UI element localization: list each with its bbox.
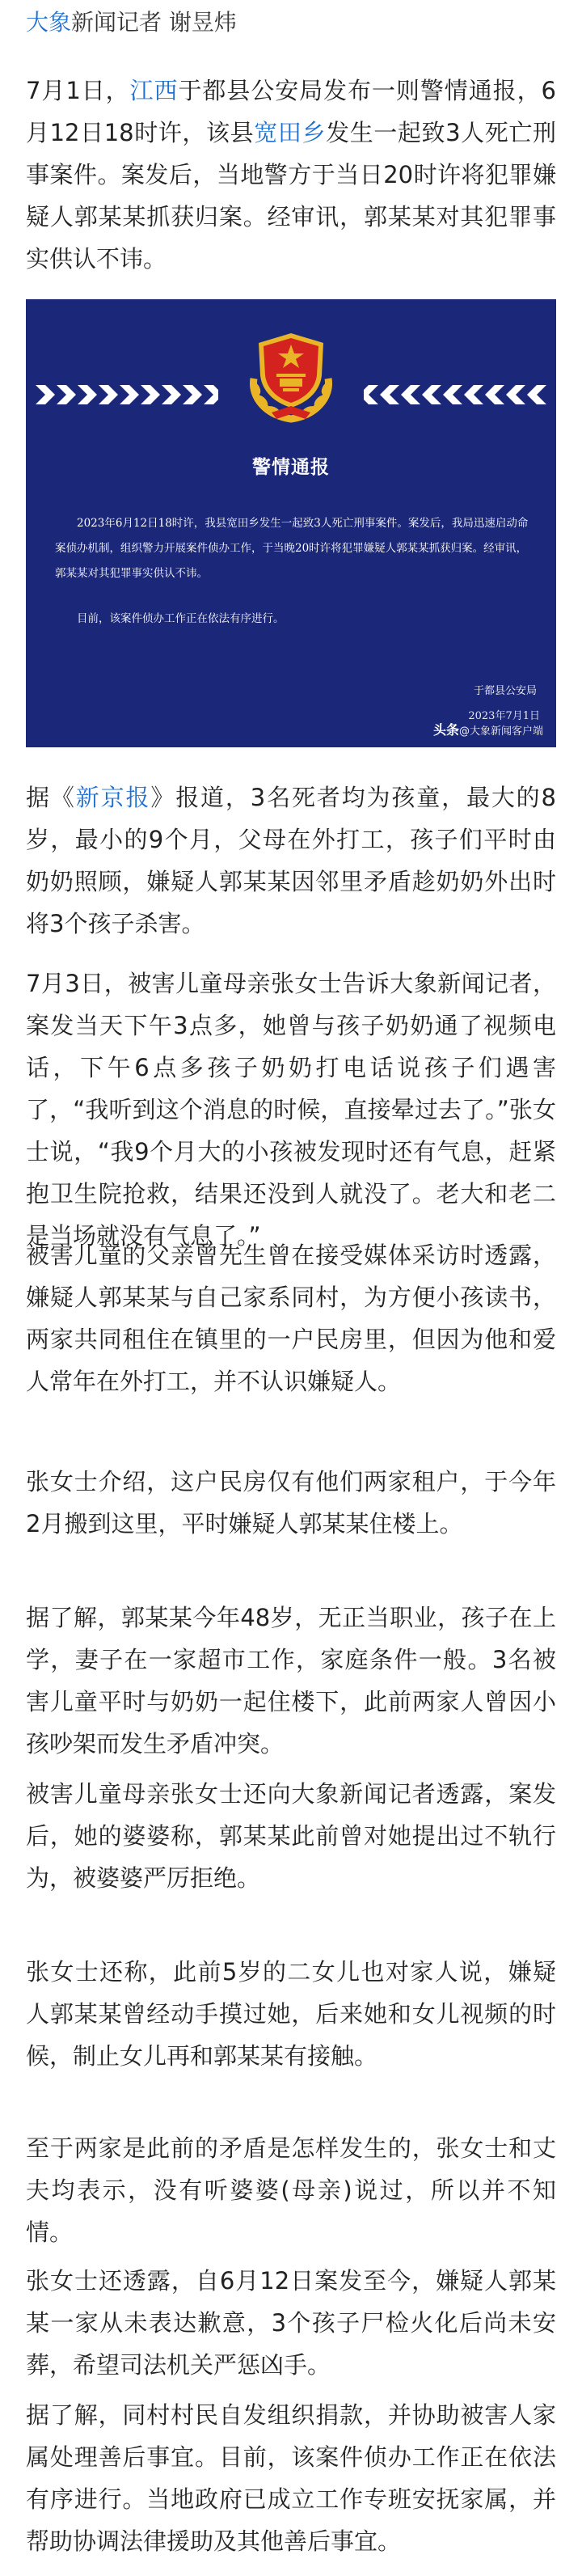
p1-text-a: 7月1日， bbox=[26, 77, 130, 104]
chevron-right-decoration bbox=[364, 379, 546, 411]
chevron-left-decoration bbox=[36, 379, 218, 411]
paragraph-6: 据了解，郭某某今年48岁，无正当职业，孩子在上学，妻子在一家超市工作，家庭条件一般。3名被害儿童平时与奶奶一起住楼下，此前两家人曾因小孩吵架而发生矛盾冲突。 bbox=[26, 1604, 556, 1758]
link-kuantian[interactable]: 宽田乡 bbox=[254, 119, 327, 146]
paragraph-3: 7月3日，被害儿童母亲张女士告诉大象新闻记者，案发当天下午3点多，她曾与孩子奶奶通了视频电话，下午6点多孩子奶奶打电话说孩子们遇害了，“我听到这个消息的时候，直接晕过去了。”张女士说，“我9个月大的小孩被发现时还有气息，赶紧抱卫生院抢救，结果还没到人就没了。老大和老二是当场就没有气息了。” bbox=[26, 970, 556, 1250]
paragraph-10: 张女士还透露，自6月12日案发至今，嫌疑人郭某某一家从未表达歉意，3个孩子尸检火化后尚未安葬，希望司法机关严惩凶手。 bbox=[26, 2267, 556, 2379]
notice-body: 2023年6月12日18时许，我县宽田乡发生一起致3人死亡刑事案件。案发后，我局迅速启动命案侦办机制，组织警力开展案件侦办工作，于当晚20时许将犯罪嫌疑人郭某某抓获归案。经审讯，郭某某对其犯罪事实供认不讳。 bbox=[55, 517, 529, 580]
watermark-handle: @大象新闻客户端 bbox=[458, 725, 543, 738]
watermark-brand: 头条 bbox=[432, 722, 459, 738]
paragraph-5: 张女士介绍，这户民房仅有他们两家租户，于今年2月搬到这里，平时嫌疑人郭某某住楼上。 bbox=[26, 1468, 556, 1538]
paragraph-2 bbox=[26, 776, 556, 945]
p1-text-b: 于都县公安局发布一则警情通报，6月12日18时许，该县 bbox=[26, 77, 556, 146]
p2-text-b: 》报道，3名死者均为孩童，最大的8岁，最小的9个月，父母在外打工，孩子们平时由奶奶照顾，嫌疑人郭某某因邻里矛盾趁奶奶外出时将3个孩子杀害。 bbox=[26, 784, 556, 937]
p2-text-a: 据《 bbox=[26, 784, 76, 811]
byline bbox=[26, 6, 237, 39]
paragraph-11: 据了解，同村村民自发组织捐款，并协助被害人家属处理善后事宜。目前，该案件侦办工作正在依法有序进行。当地政府已成立工作专班安抚家属，并帮助协调法律援助及其他善后事宜。 bbox=[26, 2401, 556, 2555]
p1-text-c: 发生一起致3人死亡刑事案件。案发后，当地警方于当日20时许将犯罪嫌疑人郭某某抓获归案。经审讯，郭某某对其犯罪事实供认不讳。 bbox=[26, 119, 556, 273]
police-notice-image bbox=[26, 299, 556, 747]
paragraph-4: 被害儿童的父亲曾先生曾在接受媒体采访时透露，嫌疑人郭某某与自己家系同村，为方便小孩读书，两家共同租住在镇里的一户民房里，但因为他和爱人常年在外打工，并不认识嫌疑人。 bbox=[26, 1241, 556, 1395]
notice-status: 目前，该案件侦办工作正在依法有序进行。 bbox=[77, 612, 285, 625]
watermark bbox=[433, 721, 543, 741]
paragraph-8: 张女士还称，此前5岁的二女儿也对家人说，嫌疑人郭某某曾经动手摸过她，后来她和女儿视频的时候，制止女儿再和郭某某有接触。 bbox=[26, 1958, 556, 2070]
notice-title: 警情通报 bbox=[252, 456, 330, 478]
paragraph-1 bbox=[26, 70, 556, 280]
paragraph-7: 被害儿童母亲张女士还向大象新闻记者透露，案发后，她的婆婆称，郭某某此前曾对她提出过不轨行为，被婆婆严厉拒绝。 bbox=[26, 1780, 556, 1892]
notice-signature-org: 于都县公安局 bbox=[473, 685, 537, 697]
police-emblem-icon bbox=[242, 328, 340, 424]
link-xinjingbao[interactable]: 新京报 bbox=[75, 784, 151, 811]
outlet-link[interactable]: 大象 bbox=[26, 9, 72, 36]
paragraph-9: 至于两家是此前的矛盾是怎样发生的，张女士和丈夫均表示，没有听婆婆(母亲)说过，所以并不知情。 bbox=[26, 2134, 556, 2246]
link-jiangxi[interactable]: 江西 bbox=[129, 77, 179, 104]
byline-text: 新闻记者 谢昱炜 bbox=[71, 9, 237, 36]
notice-signature-date: 2023年7月1日 bbox=[468, 710, 540, 722]
